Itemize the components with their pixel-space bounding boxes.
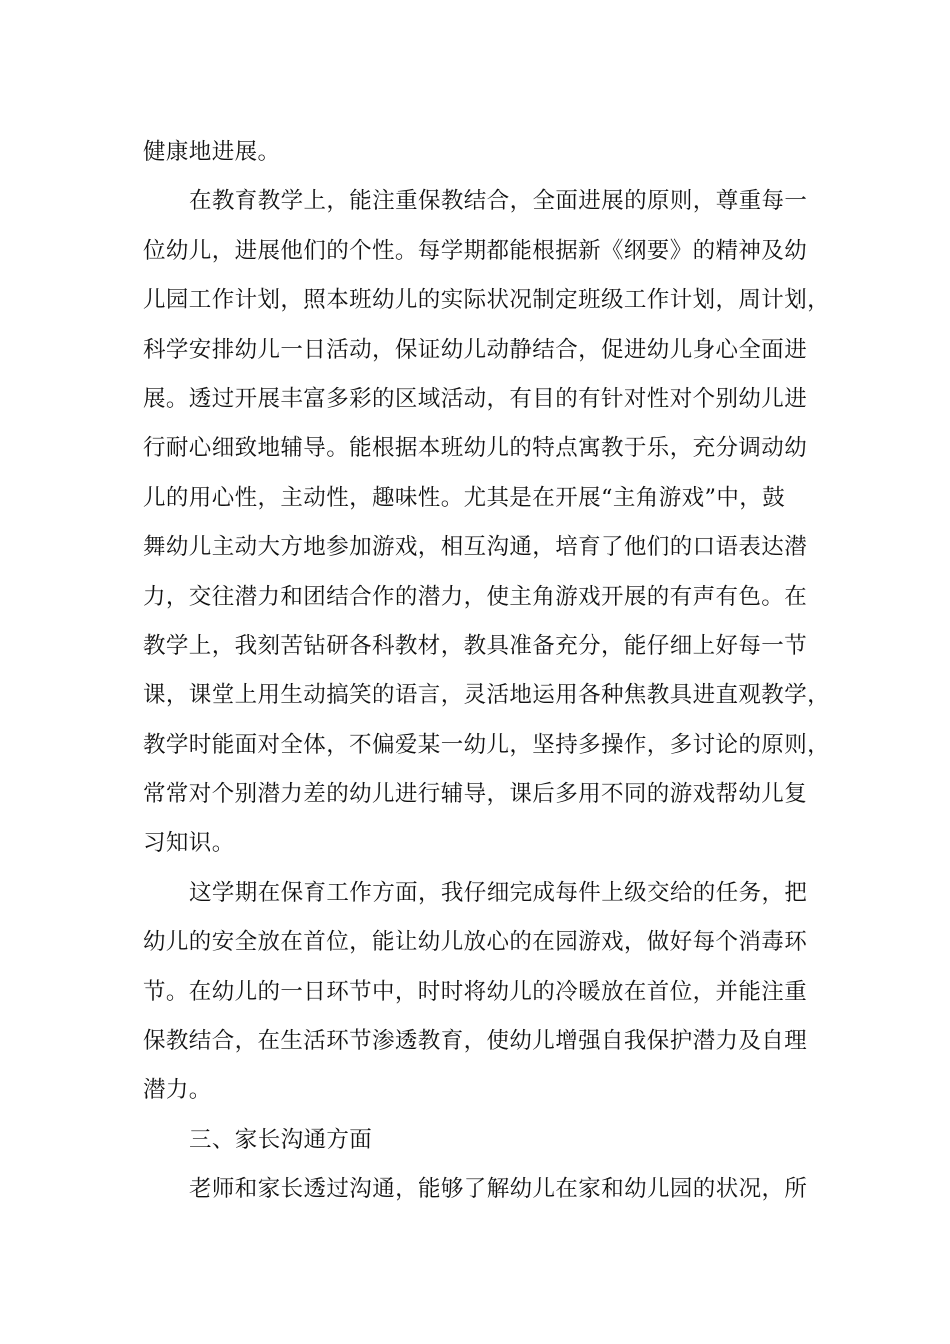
text-line: 课，课堂上用生动搞笑的语言，灵活地运用各种焦教具进直观教学， bbox=[143, 682, 831, 709]
text-line: 常常对个别潜力差的幼儿进行辅导，课后多用不同的游戏帮幼儿复 bbox=[143, 781, 808, 808]
text-line: 潜力。 bbox=[143, 1077, 212, 1104]
text-line: 力，交往潜力和团结合作的潜力，使主角游戏开展的有声有色。在 bbox=[143, 583, 808, 610]
text-line: 节。在幼儿的一日环节中，时时将幼儿的冷暖放在首位，并能注重 bbox=[143, 978, 808, 1005]
text-line: 位幼儿，进展他们的个性。每学期都能根据新《纲要》的精神及幼 bbox=[143, 237, 808, 264]
text-line: 舞幼儿主动大方地参加游戏，相互沟通，培育了他们的口语表达潜 bbox=[143, 534, 808, 561]
text-line: 幼儿的安全放在首位，能让幼儿放心的在园游戏，做好每个消毒环 bbox=[143, 929, 808, 956]
text-line: 教学上，我刻苦钻研各科教材，教具准备充分，能仔细上好每一节 bbox=[143, 632, 808, 659]
text-line: 展。透过开展丰富多彩的区域活动，有目的有针对性对个别幼儿进 bbox=[143, 385, 808, 412]
text-line: 行耐心细致地辅导。能根据本班幼儿的特点寓教于乐，充分调动幼 bbox=[143, 435, 808, 462]
text-line: 健康地进展。 bbox=[143, 139, 281, 165]
text-line: 保教结合，在生活环节渗透教育，使幼儿增强自我保护潜力及自理 bbox=[143, 1028, 808, 1055]
text-line: 习知识。 bbox=[143, 830, 235, 857]
section-heading: 三、家长沟通方面 bbox=[189, 1126, 373, 1153]
paragraph-first-line: 老师和家长透过沟通，能够了解幼儿在家和幼儿园的状况，所 bbox=[189, 1176, 808, 1203]
text-line: 科学安排幼儿一日活动，保证幼儿动静结合，促进幼儿身心全面进 bbox=[143, 336, 808, 363]
text-line: 教学时能面对全体，不偏爱某一幼儿，坚持多操作，多讨论的原则， bbox=[143, 731, 831, 758]
body-text bbox=[143, 128, 831, 1215]
text-line: 儿园工作计划，照本班幼儿的实际状况制定班级工作计划，周计划， bbox=[143, 287, 831, 314]
text-line: 儿的用心性，主动性，趣味性。尤其是在开展“主角游戏”中，鼓 bbox=[143, 484, 786, 511]
paragraph-first-line: 这学期在保育工作方面，我仔细完成每件上级交给的任务，把 bbox=[189, 879, 808, 906]
paragraph-first-line: 在教育教学上，能注重保教结合，全面进展的原则，尊重每一 bbox=[189, 188, 808, 215]
